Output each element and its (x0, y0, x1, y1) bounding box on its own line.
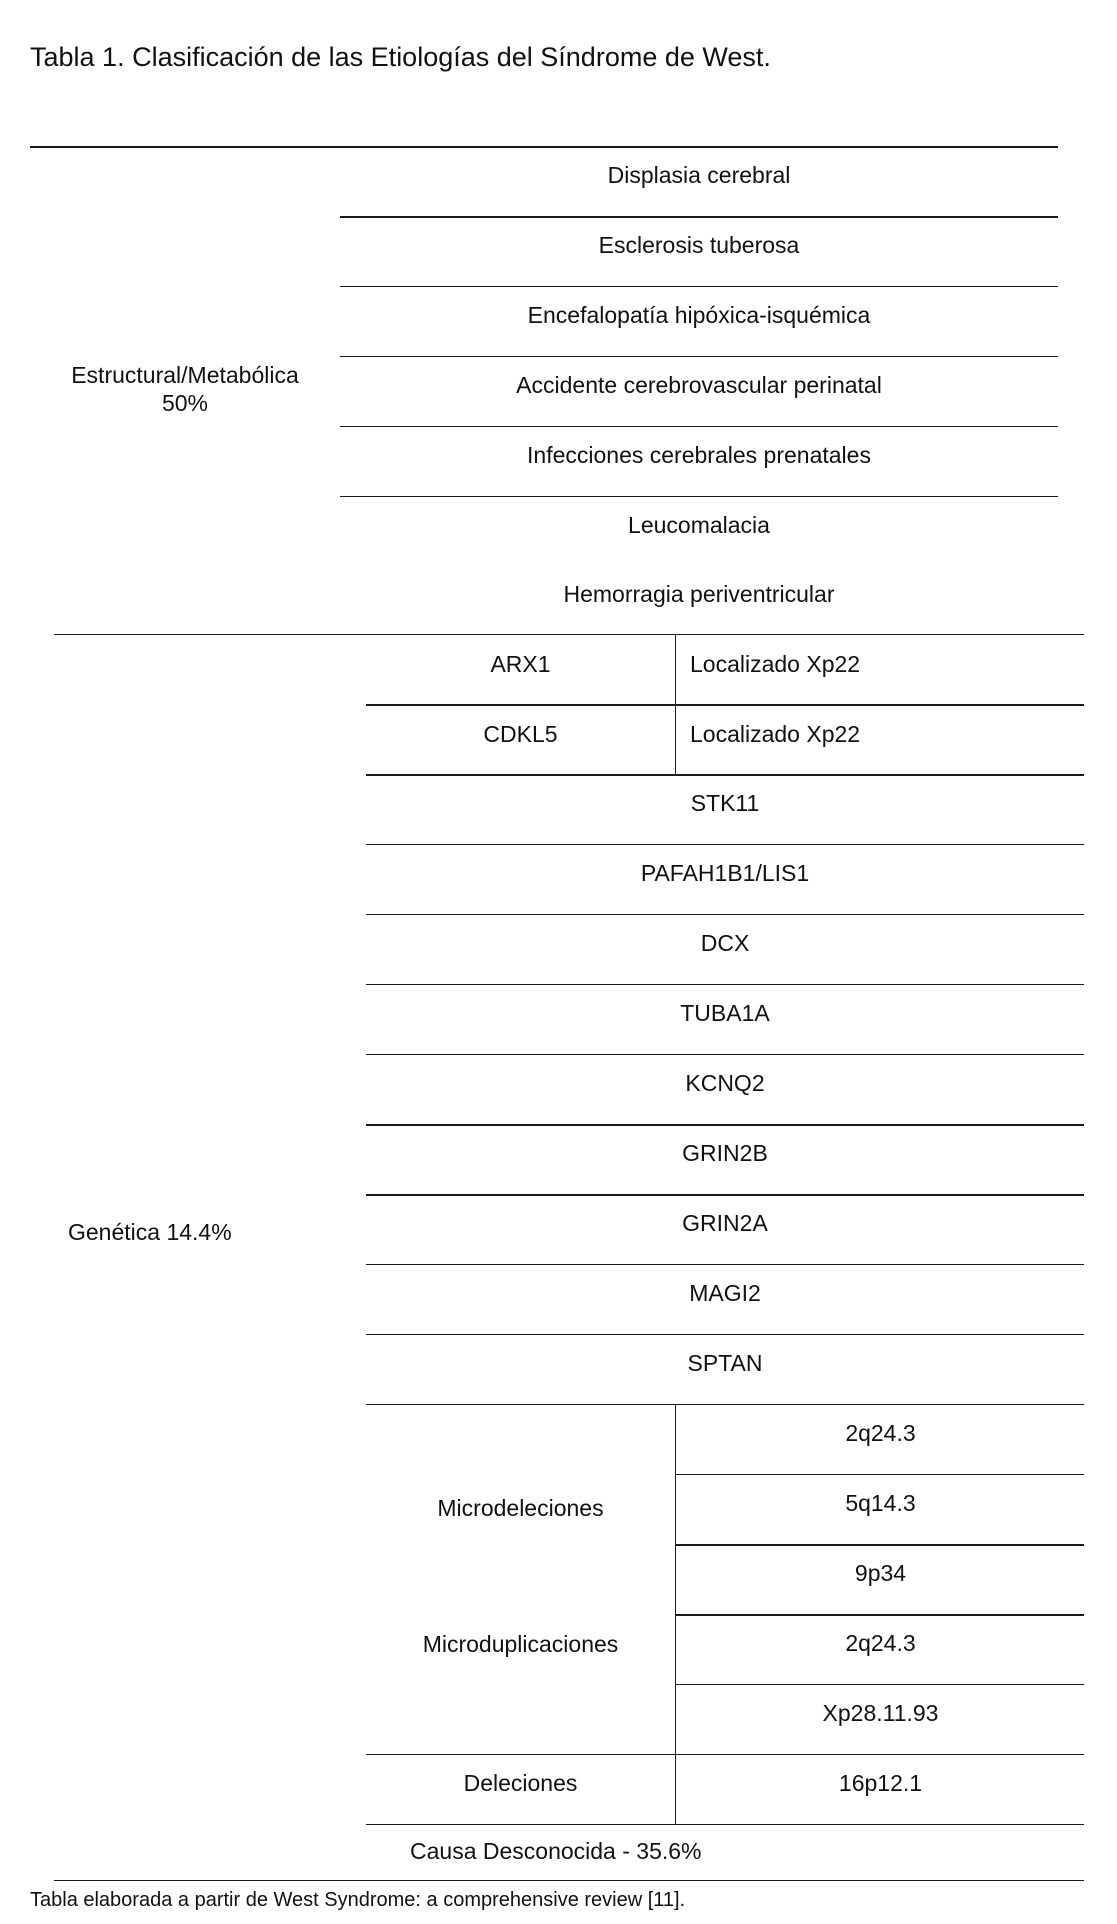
row-rule (366, 1824, 1084, 1825)
row-rule (675, 1544, 1084, 1546)
gene-name: MAGI2 (689, 1280, 761, 1306)
row-rule (366, 704, 1084, 706)
table-footnote: Tabla elaborada a partir de West Syndrome: a comprehensive review [11]. (30, 1889, 686, 1911)
row-rule (366, 1334, 1084, 1335)
row-rule (366, 1054, 1084, 1055)
row-rule (340, 426, 1058, 427)
structural-label-percent: 50% (161, 390, 209, 416)
microdeletions-label: Microdeleciones (437, 1495, 604, 1521)
section-rule (54, 634, 1084, 635)
table-top-rule (30, 146, 1058, 148)
row-rule (366, 1124, 1084, 1126)
row-rule (366, 774, 1084, 776)
row-rule (340, 356, 1058, 357)
cnv-locus: 5q14.3 (845, 1490, 916, 1516)
structural-item: Accidente cerebrovascular perinatal (516, 372, 882, 398)
cnv-locus: 2q24.3 (845, 1420, 916, 1446)
table-bottom-rule (54, 1880, 1084, 1881)
deletions-locus: 16p12.1 (838, 1770, 923, 1796)
gene-name: DCX (700, 930, 750, 956)
structural-label-name: Estructural/Metabólica (71, 362, 299, 388)
gene-name: CDKL5 (483, 721, 558, 747)
gene-name: KCNQ2 (685, 1070, 765, 1096)
deletions-label: Deleciones (463, 1770, 578, 1796)
gene-name: GRIN2B (682, 1140, 768, 1166)
structural-item: Encefalopatía hipóxica-isquémica (527, 302, 871, 328)
row-rule (340, 496, 1058, 497)
gene-name: ARX1 (490, 651, 551, 677)
gene-location: Localizado Xp22 (690, 721, 861, 747)
gene-name: SPTAN (687, 1350, 763, 1376)
row-rule (366, 844, 1084, 845)
structural-item: Displasia cerebral (607, 162, 791, 188)
row-rule (366, 1754, 1084, 1755)
row-rule (366, 984, 1084, 985)
row-rule (366, 914, 1084, 915)
row-rule (675, 1474, 1084, 1475)
gene-name: TUBA1A (680, 1000, 770, 1026)
gene-name: GRIN2A (682, 1210, 768, 1236)
cnv-locus: 9p34 (854, 1560, 907, 1586)
structural-item: Hemorragia periventricular (563, 581, 835, 607)
row-rule (366, 1194, 1084, 1196)
unknown-cause: Causa Desconocida - 35.6% (410, 1838, 702, 1864)
structural-item: Leucomalacia (628, 512, 770, 538)
gene-name: PAFAH1B1/LIS1 (640, 860, 810, 886)
row-rule (675, 1614, 1084, 1616)
row-rule (340, 286, 1058, 287)
microduplications-label: Microduplicaciones (422, 1631, 619, 1657)
structural-item: Esclerosis tuberosa (598, 232, 800, 258)
gene-location: Localizado Xp22 (690, 651, 861, 677)
row-rule (366, 1264, 1084, 1265)
row-rule (340, 216, 1058, 218)
gene-name: STK11 (690, 790, 760, 816)
structural-item: Infecciones cerebrales prenatales (527, 442, 871, 468)
genetic-label: Genética 14.4% (68, 1219, 232, 1245)
row-rule (675, 1684, 1084, 1685)
cnv-locus: 2q24.3 (845, 1630, 916, 1656)
cnv-locus: Xp28.11.93 (822, 1700, 939, 1726)
structural-label (40, 361, 330, 417)
table-title: Tabla 1. Clasificación de las Etiologías del Síndrome de West. (30, 42, 771, 72)
row-rule (366, 1404, 1084, 1405)
